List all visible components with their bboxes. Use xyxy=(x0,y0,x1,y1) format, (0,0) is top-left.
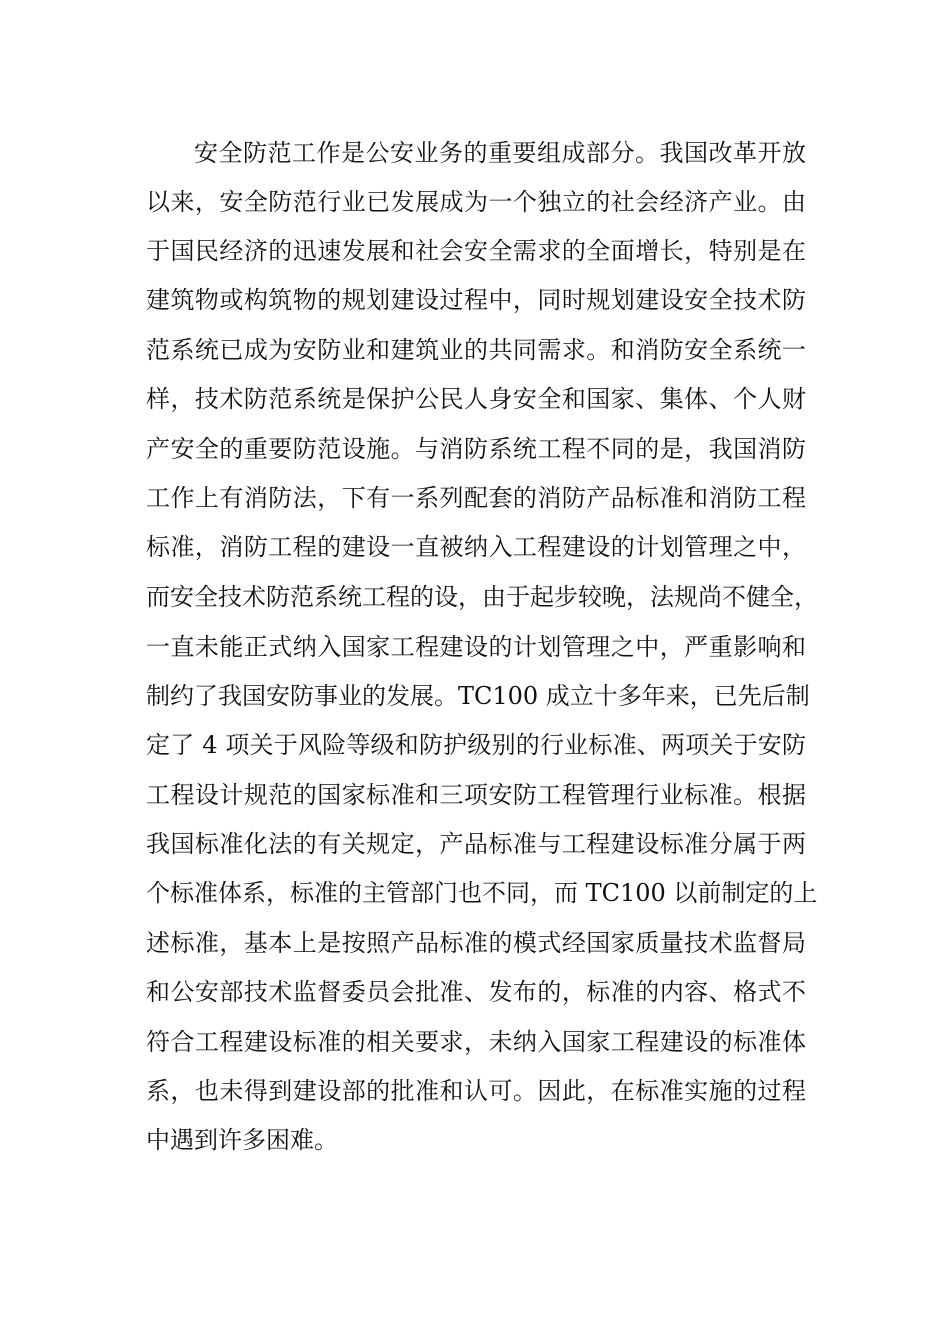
paragraph-line-2: 以来，安全防范行业已发展成为一个独立的社会经济产业。由 xyxy=(146,188,806,216)
paragraph-line-3: 于国民经济的迅速发展和社会安全需求的全面增长，特别是在 xyxy=(146,237,806,265)
paragraph-line-1: 安全防范工作是公安业务的重要组成部分。我国改革开放 xyxy=(194,139,806,167)
paragraph-line-8: 工作上有消防法，下有一系列配套的消防产品标准和消防工程 xyxy=(146,484,806,512)
paragraph-line-16: 个标准体系，标准的主管部门也不同，而 TC100 以前制定的上 xyxy=(146,879,818,907)
paragraph-line-14: 工程设计规范的国家标准和三项安防工程管理行业标准。根据 xyxy=(146,781,806,809)
paragraph-line-10: 而安全技术防范系统工程的设，由于起步较晚，法规尚不健全， xyxy=(146,583,818,611)
paragraph-line-15: 我国标准化法的有关规定，产品标准与工程建设标准分属于两 xyxy=(146,830,806,858)
paragraph-line-21: 中遇到许多困难。 xyxy=(146,1126,338,1154)
paragraph-line-11: 一直未能正式纳入国家工程建设的计划管理之中，严重影响和 xyxy=(146,633,806,661)
paragraph-line-9: 标准，消防工程的建设一直被纳入工程建设的计划管理之中， xyxy=(146,533,806,561)
paragraph-line-4: 建筑物或构筑物的规划建设过程中，同时规划建设安全技术防 xyxy=(146,286,806,314)
paragraph-line-6: 样，技术防范系统是保护公民人身安全和国家、集体、个人财 xyxy=(146,385,806,413)
paragraph-line-13: 定了 4 项关于风险等级和防护级别的行业标准、两项关于安防 xyxy=(146,731,806,759)
paragraph-line-17: 述标准，基本上是按照产品标准的模式经国家质量技术监督局 xyxy=(146,929,806,957)
paragraph-line-18: 和公安部技术监督委员会批准、发布的，标准的内容、格式不 xyxy=(146,978,806,1006)
paragraph-line-7: 产安全的重要防范设施。与消防系统工程不同的是，我国消防 xyxy=(146,435,806,463)
paragraph-line-19: 符合工程建设标准的相关要求，未纳入国家工程建设的标准体 xyxy=(146,1028,806,1056)
paragraph-line-5: 范系统已成为安防业和建筑业的共同需求。和消防安全系统一 xyxy=(146,336,806,364)
paragraph-line-20: 系，也未得到建设部的批准和认可。因此，在标准实施的过程 xyxy=(146,1077,806,1105)
paragraph-line-12: 制约了我国安防事业的发展。TC100 成立十多年来，已先后制 xyxy=(146,682,810,710)
